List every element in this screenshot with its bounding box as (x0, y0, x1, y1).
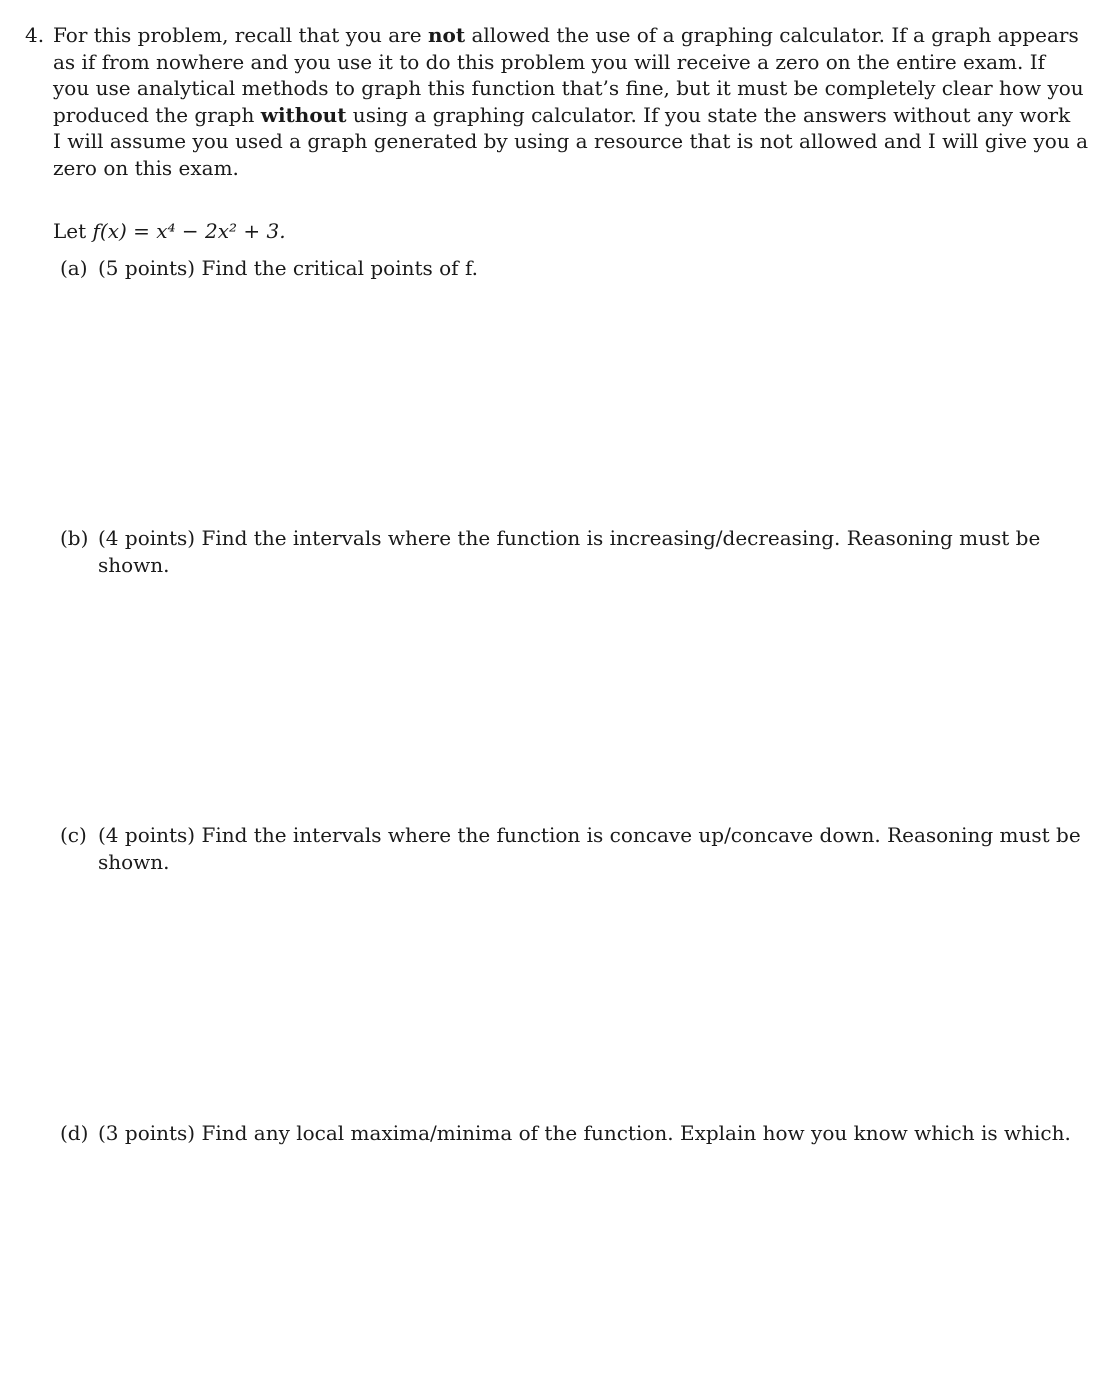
part-question: (4 points) Find the intervals where the function is increasing/decreasing. Reasoning must be (98, 526, 1041, 550)
part-label: (d) (60, 1121, 89, 1145)
problem-instructions (53, 22, 1088, 182)
part-label: (c) (60, 823, 87, 847)
instruction-line: zero on this exam. (53, 155, 239, 180)
part-a (60, 255, 1013, 282)
instruction-line: For this problem, recall that you are not allowed the use of a graphing calculator. If a graph appears (53, 23, 1079, 47)
part-d (60, 1120, 1071, 1147)
instruction-line: I will assume you used a graph generated by using a resource that is not allowed and I will give you a (53, 129, 1088, 154)
instruction-line: as if from nowhere and you use it to do this problem you will receive a zero on the entire exam. If (53, 49, 1046, 74)
part-question: (4 points) Find the intervals where the function is concave up/concave down. Reasoning must be (98, 823, 1081, 847)
part-label: (a) (60, 256, 88, 280)
emphasis-without: without (260, 102, 347, 127)
problem-number: 4. (25, 23, 45, 47)
part-question: (5 points) Find the critical points of f. (98, 256, 478, 280)
part-label: (b) (60, 526, 89, 550)
function-definition: Let f(x) = x⁴ − 2x² + 3. (53, 219, 286, 243)
instruction-line: you use analytical methods to graph this function that’s fine, but it must be completely clear how you (53, 76, 1084, 101)
part-c (60, 822, 1081, 876)
part-question-continued: shown. (98, 553, 170, 577)
part-question-continued: shown. (98, 850, 170, 874)
part-b (60, 525, 1041, 579)
function-formula: f(x) = x⁴ − 2x² + 3. (92, 219, 286, 243)
instruction-line: produced the graph without using a graphing calculator. If you state the answers without any work (53, 102, 1071, 127)
part-question: (3 points) Find any local maxima/minima of the function. Explain how you know which is which. (98, 1121, 1071, 1145)
emphasis-not: not (427, 23, 466, 47)
